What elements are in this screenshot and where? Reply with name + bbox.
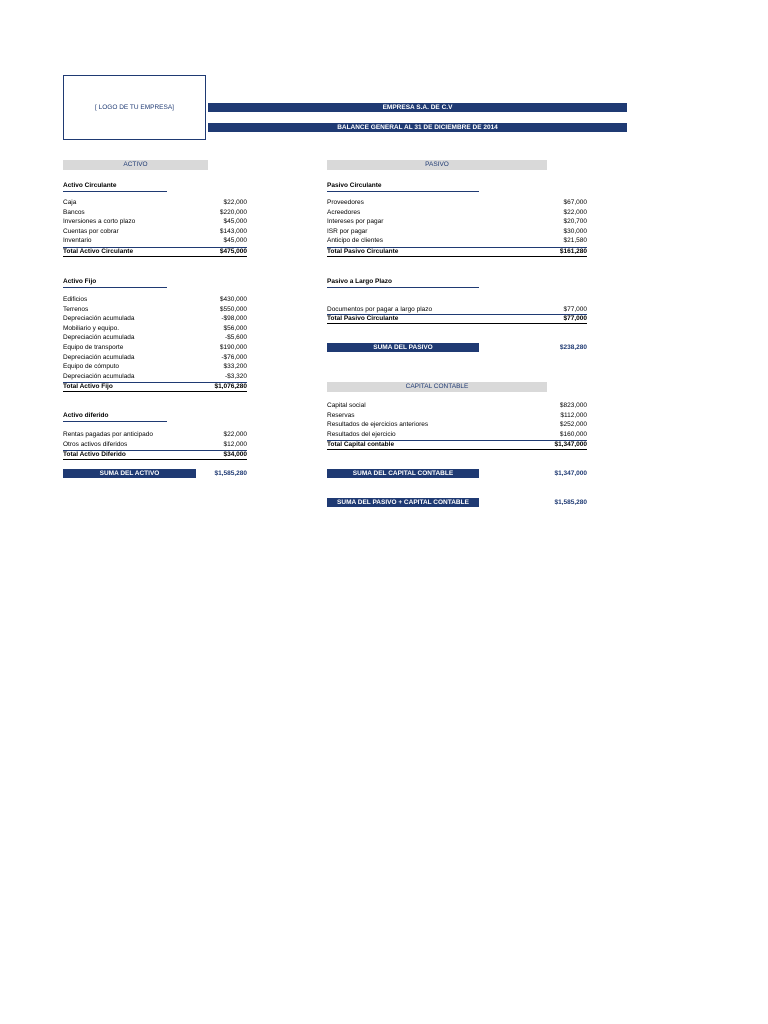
line-item-value: $56,000 [223,324,247,332]
pasivo-heading: PASIVO [327,160,547,170]
line-item-value: $823,000 [559,402,587,409]
line-item-value: $30,000 [563,227,587,235]
line-item [63,227,247,237]
line-item [63,305,247,315]
line-item [327,198,587,208]
total-value: $161,280 [559,248,587,255]
line-item-label: Inventario [63,237,92,245]
total-value: $1,076,280 [214,383,247,390]
suma-pasivo-label: SUMA DEL PASIVO [327,343,479,352]
line-item [327,208,587,218]
capital-heading: CAPITAL CONTABLE [327,382,547,392]
line-item [63,295,247,305]
line-item-value: $67,000 [563,199,587,206]
line-item-label: Equipo de transporte [63,344,124,351]
line-item [63,353,247,363]
line-item-label: Reservas [327,411,355,419]
line-item-label: ISR por pagar [327,227,368,235]
line-item [63,236,247,246]
total-label: Total Activo Fijo [63,383,113,390]
capital-total [327,440,587,450]
line-item-label: Documentos por pagar a largo plazo [327,306,433,313]
line-item [327,236,587,246]
line-item-value: $21,580 [563,237,587,245]
line-item [327,430,587,440]
line-item [327,227,587,237]
total-label: Total Pasivo Circulante [327,315,399,322]
activo-diferido-total [63,450,247,460]
logo-text: [ LOGO DE TU EMPRESA] [95,104,174,111]
pasivo-circulante-title: Pasivo Circulante [327,181,479,192]
line-item [63,333,247,343]
suma-capital-label: SUMA DEL CAPITAL CONTABLE [327,469,479,478]
line-item-label: Cuentas por cobrar [63,227,119,235]
line-item-label: Rentas pagadas por anticipado [63,431,153,438]
activo-fijo-title: Activo Fijo [63,277,167,288]
line-item-value: $112,000 [560,411,587,419]
line-item-value: $252,000 [559,421,587,429]
activo-circulante-title: Activo Circulante [63,181,167,192]
suma-activo-value: $1,585,280 [214,470,247,477]
line-item-value: -$98,000 [221,315,247,323]
line-item-label: Acreedores [327,208,361,216]
line-item-label: Depreciación acumulada [63,372,135,380]
suma-pasivo-capital-label: SUMA DEL PASIVO + CAPITAL CONTABLE [327,498,479,507]
total-label: Total Pasivo Circulante [327,248,399,255]
suma-capital-value: $1,347,000 [554,470,587,477]
line-item [63,343,247,353]
line-item-value: -$5,600 [224,334,247,342]
line-item [327,420,587,430]
suma-activo-label: SUMA DEL ACTIVO [63,469,196,478]
line-item-label: Depreciación acumulada [63,334,135,342]
line-item-value: $220,000 [219,208,247,216]
total-value: $34,000 [223,451,247,458]
line-item [63,440,247,450]
line-item-label: Depreciación acumulada [63,315,135,323]
line-item-label: Intereses por pagar [327,218,384,226]
company-name-bar: EMPRESA S.A. DE C.V [208,103,627,112]
line-item [63,362,247,372]
line-item-label: Capital social [327,402,366,409]
line-item-value: $12,000 [223,441,247,448]
total-value: $475,000 [219,248,247,255]
line-item-label: Otros activos diferidos [63,441,128,448]
total-label: Total Capital contable [327,441,395,448]
line-item [63,372,247,382]
line-item-value: $22,000 [563,208,587,216]
line-item-value: $430,000 [219,296,247,303]
line-item-label: Anticipo de clientes [327,237,384,245]
total-value: $1,347,000 [554,441,587,448]
line-item-label: Depreciación acumulada [63,353,135,361]
line-item-label: Bancos [63,208,85,216]
suma-pasivo-capital-value: $1,585,280 [554,499,587,506]
activo-circulante-total [63,247,247,257]
activo-heading: ACTIVO [63,160,208,170]
line-item-value: $160,000 [559,430,587,438]
line-item [327,217,587,227]
line-item-label: Equipo de cómputo [63,363,120,371]
line-item [63,198,247,208]
line-item [63,430,247,440]
line-item-label: Inversiones a corto plazo [63,218,136,226]
line-item-label: Resultados del ejercicio [327,430,396,438]
pasivo-largo-plazo-total [327,314,587,324]
line-item-value: $45,000 [223,237,247,245]
line-item-value: $143,000 [219,227,247,235]
activo-diferido-title: Activo diferido [63,411,167,422]
line-item-label: Mobiliario y equipo. [63,324,120,332]
line-item [327,411,587,421]
line-item [63,314,247,324]
line-item-value: -$3,320 [224,372,247,380]
line-item-value: $550,000 [219,305,247,313]
line-item-label: Edificios [63,296,88,303]
line-item [63,217,247,227]
report-title-bar: BALANCE GENERAL AL 31 DE DICIEMBRE DE 2014 [208,123,627,132]
total-value: $77,000 [563,315,587,322]
line-item-value: $20,700 [563,218,587,226]
line-item [63,324,247,334]
line-item-label: Proveedores [327,199,364,206]
line-item [63,208,247,218]
suma-pasivo-value: $238,280 [559,344,587,351]
line-item-value: $33,200 [223,363,247,371]
line-item-value: $22,000 [223,199,247,206]
total-label: Total Activo Diferido [63,451,126,458]
line-item-label: Terrenos [63,305,89,313]
company-logo-placeholder [63,75,206,140]
line-item-value: -$76,000 [221,353,247,361]
line-item [327,401,587,411]
line-item-label: Resultados de ejercicios anteriores [327,421,429,429]
line-item-value: $190,000 [219,344,247,351]
pasivo-largo-plazo-title: Pasivo a Largo Plazo [327,277,479,288]
line-item-label: Caja [63,199,77,206]
line-item-value: $22,000 [223,431,247,438]
pasivo-circulante-total [327,247,587,257]
line-item-value: $77,000 [563,306,587,313]
activo-fijo-total [63,382,247,392]
line-item-value: $45,000 [223,218,247,226]
total-label: Total Activo Circulante [63,248,134,255]
